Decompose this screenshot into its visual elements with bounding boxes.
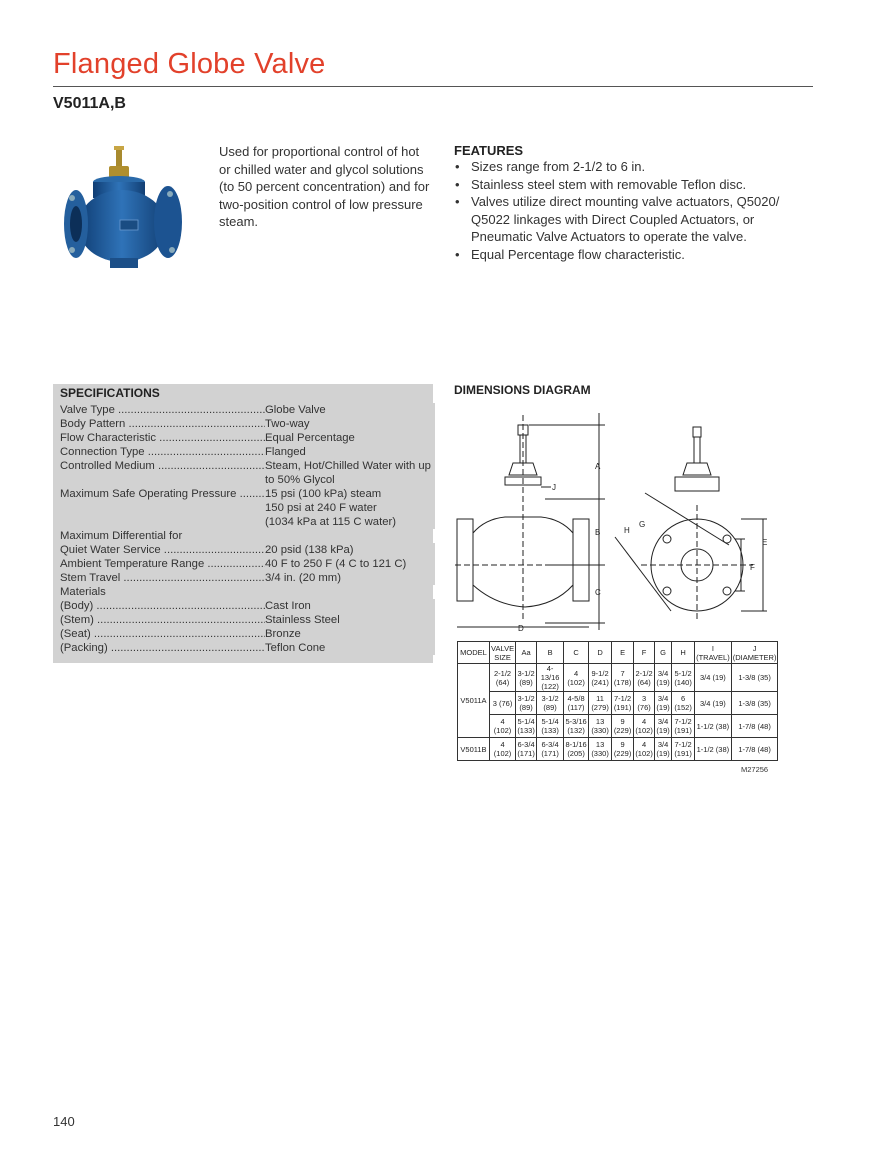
cell-h: 7-1/2 (191)	[672, 738, 695, 761]
spec-label: (Packing) .....	[60, 641, 265, 655]
page-title: Flanged Globe Valve	[53, 48, 326, 80]
spec-row	[60, 585, 430, 599]
specifications-panel	[53, 384, 433, 663]
cell-g: 3/4 (19)	[655, 715, 672, 738]
cell-j: 1-7/8 (48)	[731, 715, 778, 738]
cell-b: 3-1/2 (89)	[537, 692, 564, 715]
cell-c: 4-5/8 (117)	[564, 692, 589, 715]
cell-a: 5-1/4 (133)	[516, 715, 537, 738]
cell-size: 4 (102)	[490, 738, 516, 761]
spec-value: Equal Percentage	[265, 431, 435, 445]
cell-a: 3-1/2 (89)	[516, 692, 537, 715]
cell-g: 3/4 (19)	[655, 664, 672, 692]
column-header: G	[655, 642, 672, 664]
model-number: V5011A,B	[53, 95, 126, 112]
table-row	[458, 664, 778, 692]
column-header: B	[537, 642, 564, 664]
dimensions-diagram	[445, 405, 785, 641]
feature-item: • Stainless steel stem with removable Teflon disc.	[454, 176, 804, 194]
spec-value: Stainless Steel	[265, 613, 435, 627]
spec-label: Ambient Temperature Range .....	[60, 557, 265, 571]
label-c: C	[595, 588, 601, 597]
column-header: I (TRAVEL)	[696, 643, 730, 662]
features-heading: FEATURES	[454, 143, 524, 158]
cell-d: 9-1/2 (241)	[589, 664, 612, 692]
cell-b: 4-13/16 (122)	[537, 664, 564, 692]
specifications-heading: SPECIFICATIONS	[60, 386, 160, 400]
table-row	[458, 738, 778, 761]
spec-label: Valve Type .....	[60, 403, 265, 417]
cell-e: 7-1/2 (191)	[612, 692, 634, 715]
cell-f: 4 (102)	[634, 738, 655, 761]
valve-side-view	[455, 415, 593, 620]
features-list	[454, 158, 804, 264]
title-rule	[53, 86, 813, 87]
product-description: Used for proportional control of hot or chilled water and glycol solutions (to 50 percent concentration) and for two-position control of low pressure steam.	[219, 144, 430, 230]
table-row	[458, 692, 778, 715]
cell-j: 1-7/8 (48)	[731, 738, 778, 761]
dimensions-heading: DIMENSIONS DIAGRAM	[454, 383, 591, 397]
column-header: MODEL	[458, 642, 490, 664]
spec-row	[60, 529, 430, 543]
spec-value: Bronze	[265, 627, 435, 641]
cell-h: 6 (152)	[672, 692, 695, 715]
spec-value: Flanged	[265, 445, 435, 459]
cell-e: 9 (229)	[612, 715, 634, 738]
cell-d: 13 (330)	[589, 715, 612, 738]
vertical-dimensions	[529, 413, 605, 630]
spec-label: Connection Type .....	[60, 445, 265, 459]
label-f: F	[750, 563, 755, 572]
feature-item: • Sizes range from 2-1/2 to 6 in.	[454, 158, 804, 176]
spec-label: (Body) .....	[60, 599, 265, 613]
spec-label: Maximum Safe Operating Pressure .....	[60, 487, 265, 501]
cell-f: 4 (102)	[634, 715, 655, 738]
spec-value: 3/4 in. (20 mm)	[265, 571, 435, 585]
cell-f: 2-1/2 (64)	[634, 664, 655, 692]
spec-label: Flow Characteristic .....	[60, 431, 265, 445]
cell-b: 5-1/4 (133)	[537, 715, 564, 738]
cell-i: 1-1/2 (38)	[695, 738, 732, 761]
label-a: A	[595, 462, 601, 471]
cell-c: 8-1/16 (205)	[564, 738, 589, 761]
cell-i: 3/4 (19)	[695, 664, 732, 692]
cell-g: 3/4 (19)	[655, 692, 672, 715]
spec-value: Teflon Cone	[265, 641, 435, 655]
label-j: J	[552, 483, 556, 492]
cell-a: 6-3/4 (171)	[516, 738, 537, 761]
column-header: J (DIAMETER)	[732, 643, 777, 662]
cell-e: 7 (178)	[612, 664, 634, 692]
cell-h: 7-1/2 (191)	[672, 715, 695, 738]
column-header: VALVE SIZE	[491, 643, 515, 662]
spec-label: Body Pattern .....	[60, 417, 265, 431]
spec-value: 20 psid (138 kPa)	[265, 543, 435, 557]
spec-label: (Seat) .....	[60, 627, 265, 641]
cell-b: 6-3/4 (171)	[537, 738, 564, 761]
cell-c: 5-3/16 (132)	[564, 715, 589, 738]
label-h: H	[624, 526, 630, 535]
cell-d: 11 (279)	[589, 692, 612, 715]
spec-value: 15 psi (100 kPa) steam 150 psi at 240 F water (1034 kPa at 115 C water)	[265, 487, 435, 529]
cell-d: 13 (330)	[589, 738, 612, 761]
cell-c: 4 (102)	[564, 664, 589, 692]
column-header: Aa	[516, 642, 537, 664]
spec-value: 40 F to 250 F (4 C to 121 C)	[265, 557, 435, 571]
spec-value: Cast Iron	[265, 599, 435, 613]
cell-i: 3/4 (19)	[695, 692, 732, 715]
label-g: G	[639, 520, 646, 529]
cell-model: V5011A	[458, 664, 490, 738]
dimensions-table	[457, 641, 778, 761]
spec-label: Materials	[60, 586, 106, 598]
column-header: F	[634, 642, 655, 664]
cell-size: 2-1/2 (64)	[490, 664, 516, 692]
table-row	[458, 715, 778, 738]
features-section	[454, 143, 804, 264]
column-header: H	[672, 642, 695, 664]
table-header-row	[458, 642, 778, 664]
figure-code: M27256	[741, 765, 769, 774]
cell-j: 1-3/8 (35)	[731, 664, 778, 692]
cell-j: 1-3/8 (35)	[731, 692, 778, 715]
cell-i: 1-1/2 (38)	[695, 715, 732, 738]
cell-size: 3 (76)	[490, 692, 516, 715]
spec-value: Two-way	[265, 417, 435, 431]
cell-size: 4 (102)	[490, 715, 516, 738]
spec-value: Globe Valve	[265, 403, 435, 417]
cell-model: V5011B	[458, 738, 490, 761]
spec-label: Quiet Water Service .....	[60, 543, 265, 557]
spec-label: Maximum Differential for	[60, 530, 183, 542]
cell-a: 3-1/2 (89)	[516, 664, 537, 692]
column-header: E	[612, 642, 634, 664]
spec-label: Controlled Medium .....	[60, 459, 265, 473]
spec-label: Stem Travel .....	[60, 571, 265, 585]
valve-photo	[62, 146, 190, 276]
feature-item: • Equal Percentage flow characteristic.	[454, 246, 804, 264]
label-e: E	[762, 538, 768, 547]
label-d: D	[518, 624, 524, 633]
column-header: C	[564, 642, 589, 664]
cell-e: 9 (229)	[612, 738, 634, 761]
cell-h: 5-1/2 (140)	[672, 664, 695, 692]
page-number: 140	[53, 1114, 75, 1129]
spec-label: (Stem) .....	[60, 613, 265, 627]
cell-g: 3/4 (19)	[655, 738, 672, 761]
column-header: D	[589, 642, 612, 664]
cell-f: 3 (76)	[634, 692, 655, 715]
spec-value: Steam, Hot/Chilled Water with up to 50% Glycol	[265, 459, 435, 487]
label-b: B	[595, 528, 601, 537]
feature-item: • Valves utilize direct mounting valve actuators, Q5020/ Q5022 linkages with Direct Coupled Actuators, or Pneumatic Valve Actuators to operate the valve.	[454, 193, 804, 246]
